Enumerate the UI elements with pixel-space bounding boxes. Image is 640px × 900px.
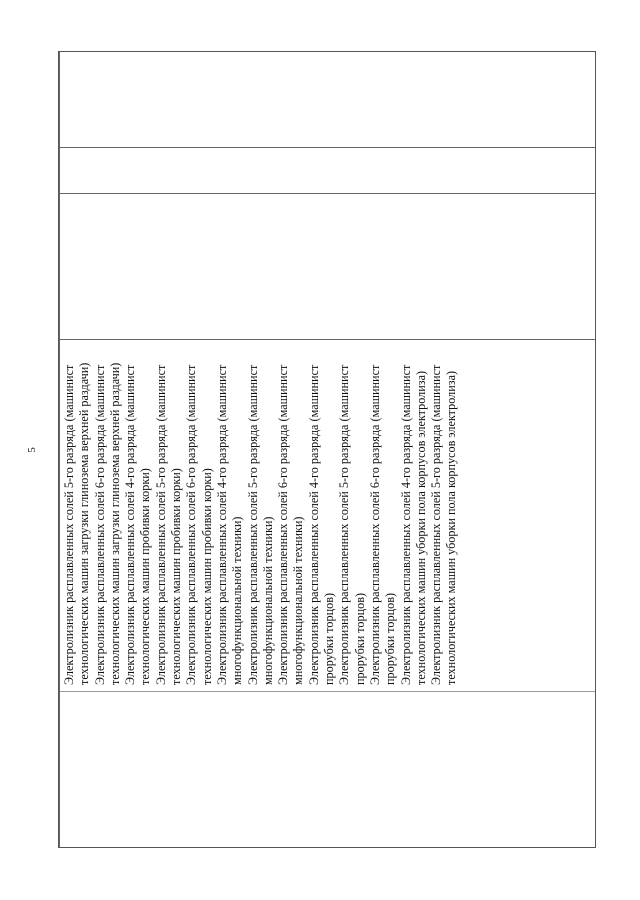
table-row-divider <box>59 691 595 692</box>
profession-item: Электролизник расплавленных солей 6-го разряда (машинист прорубки торцов) <box>367 364 398 685</box>
table-row-divider <box>59 147 595 148</box>
page-number: 5 <box>26 447 38 453</box>
profession-item: Электролизник расплавленных солей 6-го разряда (машинист технологических машин загрузки глинозема верхней раздачи) <box>92 362 122 685</box>
profession-item: Электролизник расплавленных солей 4-го разряда (машинист технологических машин уборки пола корпусов электролиза) <box>398 364 428 685</box>
profession-cell <box>60 339 594 691</box>
profession-item: Электролизник расплавленных солей 4-го разряда (машинист технологических машин пробивки корки) <box>123 364 153 685</box>
profession-item: Электролизник расплавленных солей 4-го разряда (машинист многофункциональной техники) <box>214 364 245 685</box>
profession-list <box>62 343 460 685</box>
profession-item: Электролизник расплавленных солей 6-го разряда (машинист технологических машин пробивки корки) <box>184 364 214 685</box>
profession-cell-rotated <box>60 339 594 691</box>
profession-item: Электролизник расплавленных солей 6-го разряда (машинист многофункциональной техники) <box>276 364 306 685</box>
profession-item: Электролизник расплавленных солей 5-го разряда (машинист технологических машин уборки пола корпусов электролиза) <box>429 364 459 685</box>
profession-item: Электролизник расплавленных солей 5-го разряда (машинист многофункциональной техники) <box>245 364 275 685</box>
profession-item: Электролизник расплавленных солей 5-го разряда (машинист прорубки торцов) <box>337 364 367 685</box>
table-row-divider <box>59 193 595 194</box>
profession-item: Электролизник расплавленных солей 5-го разряда (машинист технологических машин пробивки корки) <box>153 364 184 685</box>
profession-item: Электролизник расплавленных солей 4-го разряда (машинист прорубки торцов) <box>306 364 337 685</box>
profession-item: Электролизник расплавленных солей 5-го разряда (машинист технологических машин загрузки глинозема верхней раздачи) <box>62 362 92 685</box>
